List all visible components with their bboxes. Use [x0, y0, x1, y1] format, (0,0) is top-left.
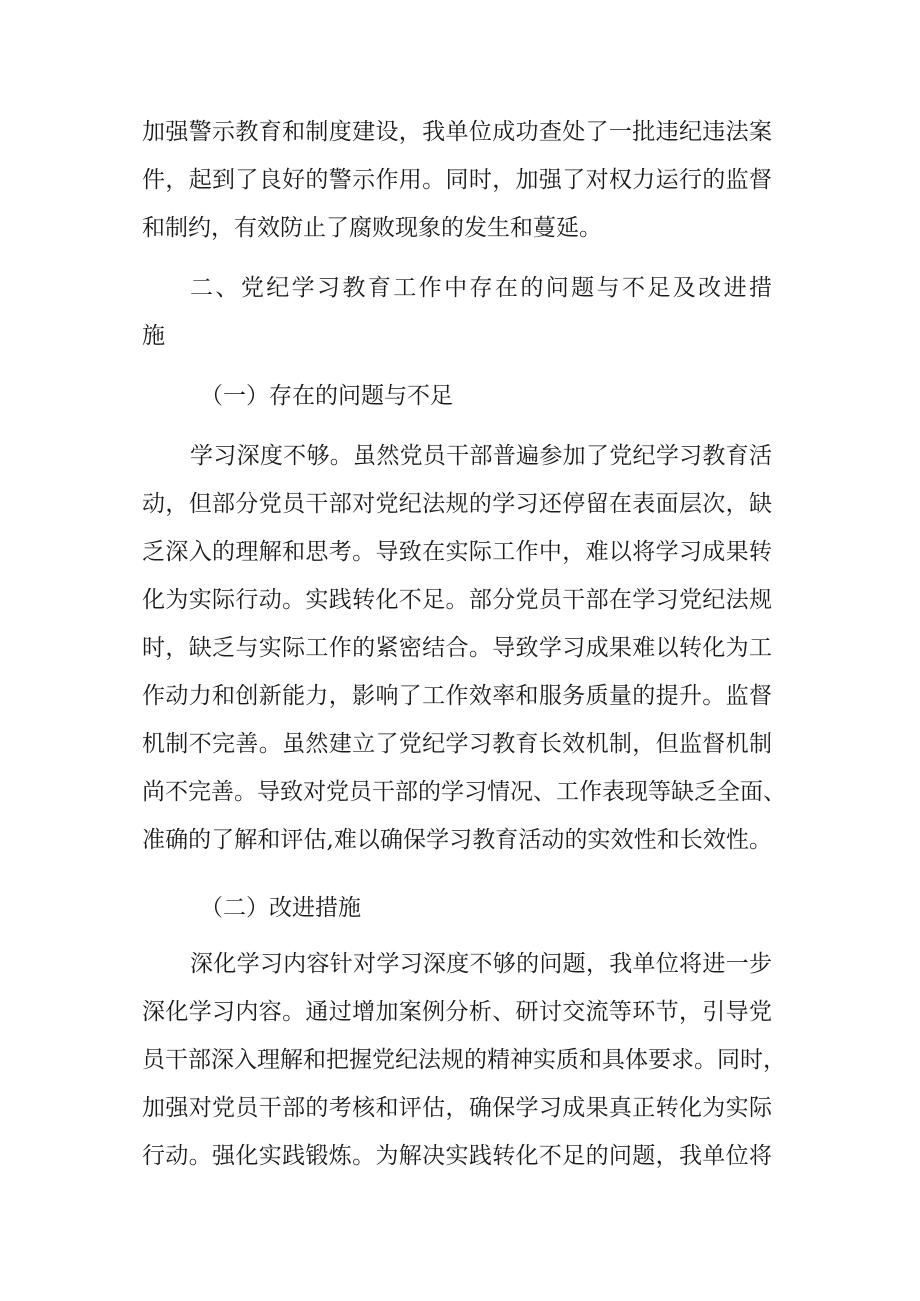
subheading-problems: （一）存在的问题与不足 [200, 383, 453, 409]
heading-line: 二、党纪学习教育工作中存在的问题与不足及改进措 [190, 275, 772, 301]
text-line: 行动。强化实践锻炼。为解决实践转化不足的问题，我单位将 [142, 1143, 772, 1169]
text-line: 和制约，有效防止了腐败现象的发生和蔓延。 [142, 215, 602, 241]
text-line: 化为实际行动。实践转化不足。部分党员干部在学习党纪法规 [142, 587, 772, 613]
text-line: 学习深度不够。虽然党员干部普遍参加了党纪学习教育活 [190, 443, 772, 469]
text-line: 时，缺乏与实际工作的紧密结合。导致学习成果难以转化为工 [142, 635, 772, 661]
text-line: 深化学习内容针对学习深度不够的问题，我单位将进一步 [190, 951, 772, 977]
text-line: 准确的了解和评估,难以确保学习教育活动的实效性和长效性。 [142, 827, 772, 853]
text-line: 作动力和创新能力，影响了工作效率和服务质量的提升。监督 [142, 683, 772, 709]
text-line: 动，但部分党员干部对党纪法规的学习还停留在表面层次，缺 [142, 491, 772, 517]
text-line: 加强对党员干部的考核和评估，确保学习成果真正转化为实际 [142, 1095, 772, 1121]
text-line: 尚不完善。导致对党员干部的学习情况、工作表现等缺乏全面、 [142, 779, 786, 805]
text-line: 机制不完善。虽然建立了党纪学习教育长效机制，但监督机制 [142, 731, 772, 757]
heading-line: 施 [142, 323, 165, 349]
text-line: 乏深入的理解和思考。导致在实际工作中，难以将学习成果转 [142, 539, 772, 565]
subheading-improvement-measures: （二）改进措施 [200, 895, 361, 921]
text-line: 件，起到了良好的警示作用。同时，加强了对权力运行的监督 [142, 167, 772, 193]
text-line: 加强警示教育和制度建设，我单位成功查处了一批违纪违法案 [142, 119, 772, 145]
text-line: 深化学习内容。通过增加案例分析、研讨交流等环节，引导党 [142, 999, 772, 1025]
text-line: 员干部深入理解和把握党纪法规的精神实质和具体要求。同时， [142, 1047, 786, 1073]
